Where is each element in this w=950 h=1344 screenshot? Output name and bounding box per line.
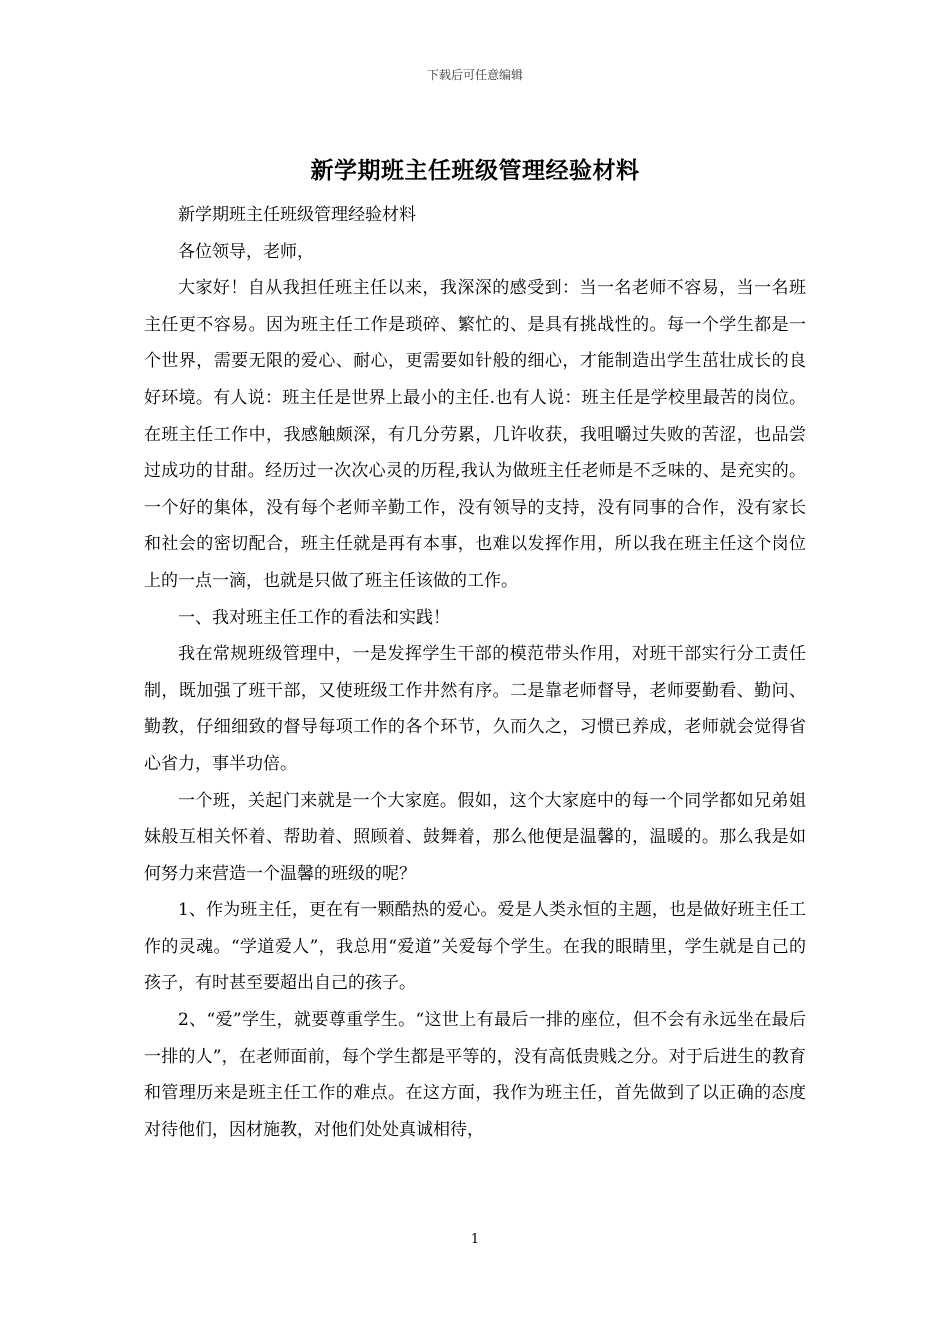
document-body	[144, 197, 806, 1148]
paragraph-point-2: 2、“爱”学生，就要尊重学生。“这世上有最后一排的座位，但不会有永远坐在最后一排的人”，在老师面前，每个学生都是平等的，没有高低贵贱之分。对于后进生的教育和管理历来是班主任工作的难点。在这方面，我作为班主任，首先做到了以正确的态度对待他们，因材施教，对他们处处真诚相待，	[144, 1010, 806, 1140]
section-heading-1: 一、我对班主任工作的看法和实践！	[178, 607, 450, 628]
paragraph-subtitle: 新学期班主任班级管理经验材料	[178, 205, 416, 225]
paragraph-point-1: 1、作为班主任，更在有一颗酷热的爱心。爱是人类永恒的主题，也是做好班主任工作的灵魂。“学道爱人”，我总用“爱道”关爱每个学生。在我的眼睛里，学生就是自己的孩子，有时甚至要超出自己的孩子。	[144, 900, 806, 994]
paragraph-intro: 大家好！自从我担任班主任以来，我深深的感受到：当一名老师不容易，当一名班主任更不容易。因为班主任工作是琐碎、繁忙的、是具有挑战性的。每一个学生都是一个世界，需要无限的爱心、耐心，更需要如针般的细心，才能制造出学生茁壮成长的良好环境。有人说：班主任是世界上最小的主任.也有人说：班主任是学校里最苦的岗位。在班主任工作中，我感触颇深，有几分劳累，几许收获，我咀嚼过失败的苦涩，也品尝过成功的甘甜。经历过一次次心灵的历程,我认为做班主任老师是不乏味的、是充实的。一个好的集体，没有每个老师辛勤工作，没有领导的支持，没有同事的合作，没有家长和社会的密切配合，班主任就是再有本事，也难以发挥作用，所以我在班主任这个岗位上的一点一滴，也就是只做了班主任该做的工作。	[144, 278, 806, 591]
paragraph-routine-management: 我在常规班级管理中，一是发挥学生干部的模范带头作用，对班干部实行分工责任制，既加强了班干部，又使班级工作井然有序。二是靠老师督导，老师要勤看、勤问、勤教，仔细细致的督导每项工作的各个环节，久而久之，习惯已养成，老师就会觉得省心省力，事半功倍。	[144, 644, 806, 774]
page-number: 1	[470, 1232, 480, 1247]
paragraph-salutation: 各位领导，老师，	[178, 241, 314, 262]
document-title: 新学期班主任班级管理经验材料	[310, 157, 640, 184]
page-header: 下载后可任意编辑	[426, 68, 523, 82]
paragraph-class-family: 一个班，关起门来就是一个大家庭。假如，这个大家庭中的每一个同学都如兄弟姐妹般互相关怀着、帮助着、照顾着、鼓舞着，那么他便是温馨的，温暖的。那么我是如何努力来营造一个温馨的班级的呢？	[144, 790, 806, 884]
